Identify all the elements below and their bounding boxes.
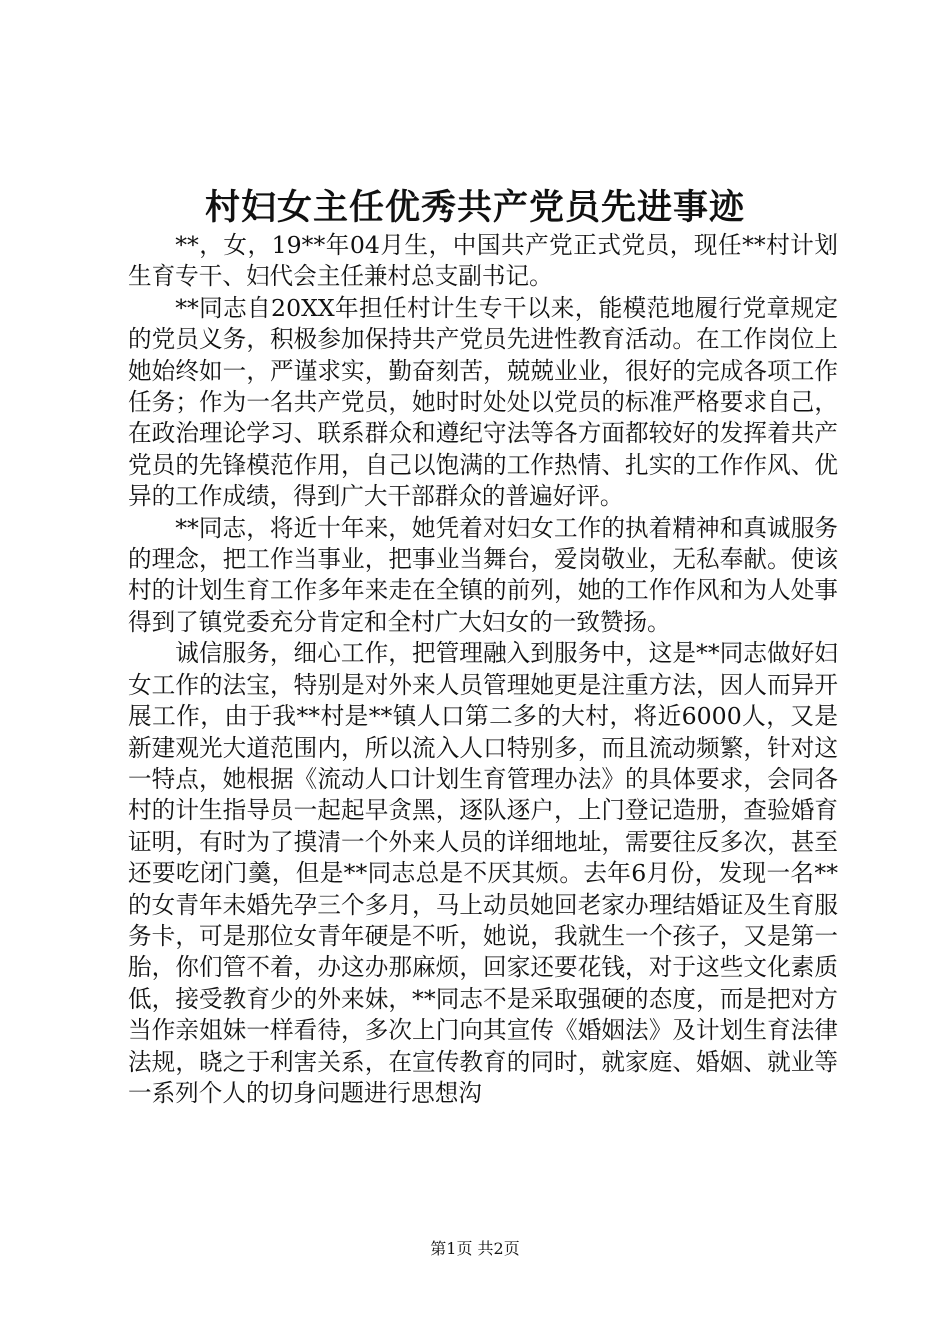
document-body xyxy=(128,230,838,1109)
paragraph-2: **同志自20XX年担任村计生专干以来，能模范地履行党章规定的党员义务，积极参加保持共产党员先进性教育活动。在工作岗位上她始终如一，严谨求实，勤奋刻苦，兢兢业业，很好的完成各项工作任务；作为一名共产党员，她时时处处以党员的标准严格要求自己，在政治理论学习、联系群众和遵纪守法等各方面都较好的发挥着共产党员的先锋模范作用，自己以饱满的工作热情、扎实的工作作风、优异的工作成绩，得到广大干部群众的普遍好评。 xyxy=(128,293,838,511)
paragraph-4: 诚信服务，细心工作，把管理融入到服务中，这是**同志做好妇女工作的法宝，特别是对外来人员管理她更是注重方法，因人而异开展工作，由于我**村是**镇人口第二多的大村，将近6000人，又是新建观光大道范围内，所以流入人口特别多，而且流动频繁，针对这一特点，她根据《流动人口计划生育管理办法》的具体要求，会同各村的计生指导员一起起早贪黑，逐队逐户，上门登记造册，查验婚育证明，有时为了摸清一个外来人员的详细地址，需要往反多次，甚至还要吃闭门羹，但是**同志总是不厌其烦。去年6月份，发现一名**的女青年未婚先孕三个多月，马上动员她回老家办理结婚证及生育服务卡，可是那位女青年硬是不听，她说，我就生一个孩子，又是第一胎，你们管不着，办这办那麻烦，回家还要花钱，对于这些文化素质低，接受教育少的外来妹，**同志不是采取强硬的态度，而是把对方当作亲姐妹一样看待，多次上门向其宣传《婚姻法》及计划生育法律法规，晓之于利害关系，在宣传教育的同时，就家庭、婚姻、就业等一系列个人的切身问题进行思想沟 xyxy=(128,639,838,1107)
paragraph-3: **同志，将近十年来，她凭着对妇女工作的执着精神和真诚服务的理念，把工作当事业，把事业当舞台，爱岗敬业，无私奉献。使该村的计划生育工作多年来走在全镇的前列，她的工作作风和为人处事得到了镇党委充分肯定和全村广大妇女的一致赞扬。 xyxy=(128,513,838,636)
paragraph-1: **，女，19**年04月生，中国共产党正式党员，现任**村计划生育专干、妇代会主任兼村总支副书记。 xyxy=(128,231,838,291)
page-footer: 第1页 共2页 xyxy=(430,1239,520,1258)
document-title: 村妇女主任优秀共产党员先进事迹 xyxy=(204,187,745,228)
